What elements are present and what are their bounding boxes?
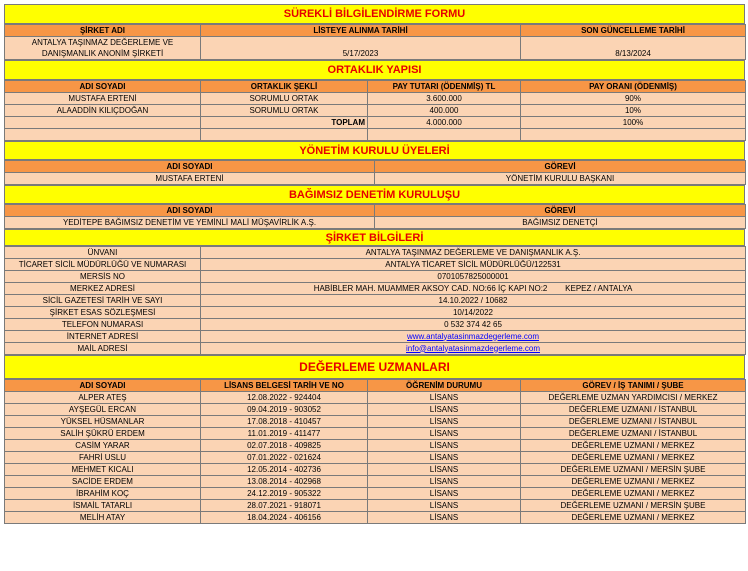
partner-type: SORUMLU ORTAK <box>201 105 368 117</box>
table-row <box>5 464 746 476</box>
expert-education: LİSANS <box>368 464 521 476</box>
board-member-role: YÖNETİM KURULU BAŞKANI <box>375 173 746 185</box>
info-label: MERKEZ ADRESİ <box>5 283 201 295</box>
expert-role: DEĞERLEME UZMANI / MERSİN ŞUBE <box>521 464 746 476</box>
expert-education: LİSANS <box>368 488 521 500</box>
partner-type-header: ORTAKLIK ŞEKLİ <box>201 81 368 93</box>
expert-role: DEĞERLEME UZMANI / MERSİN ŞUBE <box>521 500 746 512</box>
table-row <box>5 404 746 416</box>
company-name-line2: DANIŞMANLIK ANONİM ŞİRKETİ <box>41 49 164 58</box>
expert-role: DEĞERLEME UZMANI / MERKEZ <box>521 452 746 464</box>
info-label: MERSİS NO <box>5 271 201 283</box>
expert-education: LİSANS <box>368 500 521 512</box>
partner-name: ALAADDİN KILIÇDOĞAN <box>5 105 201 117</box>
empty-cell <box>201 129 368 141</box>
info-label: TİCARET SİCİL MÜDÜRLÜĞÜ VE NUMARASI <box>5 259 201 271</box>
info-value: 0701057825000001 <box>201 271 746 283</box>
table-row <box>5 173 746 185</box>
company-name-line1: ANTALYA TAŞINMAZ DEĞERLEME VE <box>31 38 174 47</box>
table-row <box>5 343 746 355</box>
expert-role: DEĞERLEME UZMANI / MERKEZ <box>521 440 746 452</box>
total-row <box>5 117 746 129</box>
table-row <box>5 476 746 488</box>
table-row <box>5 271 746 283</box>
expert-role: DEĞERLEME UZMANI / MERKEZ <box>521 512 746 524</box>
email-link[interactable]: info@antalyatasinmazdegerleme.com <box>406 343 540 353</box>
expert-education-header: ÖĞRENİM DURUMU <box>368 380 521 392</box>
partner-ratio: 90% <box>521 93 746 105</box>
expert-education: LİSANS <box>368 476 521 488</box>
update-date-header: SON GÜNCELLEME TARİHİ <box>521 25 746 37</box>
form-title: SÜREKLİ BİLGİLENDİRME FORMU <box>4 4 745 24</box>
expert-name: MELİH ATAY <box>5 512 201 524</box>
expert-role: DEĞERLEME UZMANI / İSTANBUL <box>521 428 746 440</box>
board-member-name: MUSTAFA ERTENİ <box>5 173 375 185</box>
expert-name: AYŞEGÜL ERCAN <box>5 404 201 416</box>
expert-license: 07.01.2022 - 021624 <box>201 452 368 464</box>
audit-name-header: ADI SOYADI <box>5 205 375 217</box>
info-value: 0 532 374 42 65 <box>201 319 746 331</box>
expert-education: LİSANS <box>368 392 521 404</box>
table-row <box>5 428 746 440</box>
table-row <box>5 247 746 259</box>
auditor-name: YEDİTEPE BAĞIMSIZ DENETİM VE YEMİNLİ MALİ MÜŞAVİRLİK A.Ş. <box>5 217 375 229</box>
info-label: ŞİRKET ESAS SÖZLEŞMESİ <box>5 307 201 319</box>
expert-name: İBRAHİM KOÇ <box>5 488 201 500</box>
expert-license: 18.04.2024 - 406156 <box>201 512 368 524</box>
company-name <box>5 37 201 60</box>
table-row <box>5 283 746 295</box>
info-value: ANTALYA TAŞINMAZ DEĞERLEME VE DANIŞMANLIK A.Ş. <box>201 247 746 259</box>
expert-license: 09.04.2019 - 903052 <box>201 404 368 416</box>
board-role-header: GÖREVİ <box>375 161 746 173</box>
listing-date-header: LİSTEYE ALINMA TARİHİ <box>201 25 521 37</box>
info-value <box>201 331 746 343</box>
partner-amount: 3.600.000 <box>368 93 521 105</box>
partner-amount-header: PAY TUTARI (ÖDENMİŞ) TL <box>368 81 521 93</box>
info-value: HABİBLER MAH. MUAMMER AKSOY CAD. NO:66 İÇ KAPI NO:2 KEPEZ / ANTALYA <box>201 283 746 295</box>
expert-name: YÜKSEL HÜSMANLAR <box>5 416 201 428</box>
expert-name: MEHMET KICALI <box>5 464 201 476</box>
info-label: SİCİL GAZETESİ TARİH VE SAYI <box>5 295 201 307</box>
table-row <box>5 440 746 452</box>
update-date: 8/13/2024 <box>521 37 746 60</box>
table-row <box>5 319 746 331</box>
audit-title: BAĞIMSIZ DENETİM KURULUŞU <box>4 185 745 204</box>
info-value: ANTALYA TİCARET SİCİL MÜDÜRLÜĞÜ/122531 <box>201 259 746 271</box>
form-sheet <box>4 4 745 524</box>
expert-role: DEĞERLEME UZMANI / MERKEZ <box>521 488 746 500</box>
info-value: 10/14/2022 <box>201 307 746 319</box>
company-table <box>4 24 746 60</box>
table-row <box>5 295 746 307</box>
info-label: TELEFON NUMARASI <box>5 319 201 331</box>
total-amount: 4.000.000 <box>368 117 521 129</box>
expert-name: SACİDE ERDEM <box>5 476 201 488</box>
expert-license: 11.01.2019 - 411477 <box>201 428 368 440</box>
partner-name: MUSTAFA ERTENİ <box>5 93 201 105</box>
table-row <box>5 105 746 117</box>
board-name-header: ADI SOYADI <box>5 161 375 173</box>
total-label: TOPLAM <box>201 117 368 129</box>
experts-title: DEĞERLEME UZMANLARI <box>4 355 745 379</box>
table-row <box>5 488 746 500</box>
info-value: 14.10.2022 / 10682 <box>201 295 746 307</box>
expert-license: 02.07.2018 - 409825 <box>201 440 368 452</box>
table-row <box>5 392 746 404</box>
experts-table <box>4 379 746 524</box>
board-title: YÖNETİM KURULU ÜYELERİ <box>4 141 745 160</box>
expert-name: İSMAİL TATARLI <box>5 500 201 512</box>
partner-name-header: ADI SOYADI <box>5 81 201 93</box>
expert-role: DEĞERLEME UZMANI / İSTANBUL <box>521 416 746 428</box>
expert-role-header: GÖREV / İŞ TANIMI / ŞUBE <box>521 380 746 392</box>
table-row <box>5 93 746 105</box>
expert-education: LİSANS <box>368 428 521 440</box>
partner-ratio-header: PAY ORANI (ÖDENMİŞ) <box>521 81 746 93</box>
empty-cell <box>5 129 201 141</box>
expert-education: LİSANS <box>368 452 521 464</box>
expert-license: 24.12.2019 - 905322 <box>201 488 368 500</box>
expert-license: 13.08.2014 - 402968 <box>201 476 368 488</box>
table-row <box>5 217 746 229</box>
expert-name-header: ADI SOYADI <box>5 380 201 392</box>
expert-name: FAHRİ USLU <box>5 452 201 464</box>
table-row <box>5 259 746 271</box>
auditor-role: BAĞIMSIZ DENETÇİ <box>375 217 746 229</box>
table-row <box>5 331 746 343</box>
expert-education: LİSANS <box>368 404 521 416</box>
total-ratio: 100% <box>521 117 746 129</box>
info-label: İNTERNET ADRESİ <box>5 331 201 343</box>
partnership-title: ORTAKLIK YAPISI <box>4 60 745 80</box>
partner-type: SORUMLU ORTAK <box>201 93 368 105</box>
expert-name: CASİM YARAR <box>5 440 201 452</box>
expert-role: DEĞERLEME UZMANI / İSTANBUL <box>521 404 746 416</box>
info-value <box>201 343 746 355</box>
expert-education: LİSANS <box>368 512 521 524</box>
expert-role: DEĞERLEME UZMAN YARDIMCISI / MERKEZ <box>521 392 746 404</box>
expert-license-header: LİSANS BELGESİ TARİH VE NO <box>201 380 368 392</box>
info-table <box>4 246 746 355</box>
empty-cell <box>5 117 201 129</box>
audit-role-header: GÖREVİ <box>375 205 746 217</box>
audit-table <box>4 204 746 229</box>
partner-ratio: 10% <box>521 105 746 117</box>
info-title: ŞİRKET BİLGİLERİ <box>4 229 745 246</box>
expert-name: ALPER ATEŞ <box>5 392 201 404</box>
expert-license: 17.08.2018 - 410457 <box>201 416 368 428</box>
partnership-table <box>4 80 746 141</box>
empty-row <box>5 129 746 141</box>
board-table <box>4 160 746 185</box>
expert-role: DEĞERLEME UZMANI / MERKEZ <box>521 476 746 488</box>
expert-license: 12.08.2022 - 924404 <box>201 392 368 404</box>
table-row <box>5 307 746 319</box>
company-name-header: ŞİRKET ADI <box>5 25 201 37</box>
expert-license: 28.07.2021 - 918071 <box>201 500 368 512</box>
partner-amount: 400.000 <box>368 105 521 117</box>
website-link[interactable]: www.antalyatasinmazdegerleme.com <box>406 331 540 341</box>
expert-education: LİSANS <box>368 416 521 428</box>
table-row <box>5 416 746 428</box>
empty-cell <box>368 129 521 141</box>
empty-cell <box>521 129 746 141</box>
listing-date: 5/17/2023 <box>201 37 521 60</box>
info-label: ÜNVANI <box>5 247 201 259</box>
table-row <box>5 512 746 524</box>
table-row <box>5 452 746 464</box>
expert-license: 12.05.2014 - 402736 <box>201 464 368 476</box>
info-label: MAİL ADRESİ <box>5 343 201 355</box>
expert-name: SALİH ŞÜKRÜ ERDEM <box>5 428 201 440</box>
table-row <box>5 500 746 512</box>
expert-education: LİSANS <box>368 440 521 452</box>
